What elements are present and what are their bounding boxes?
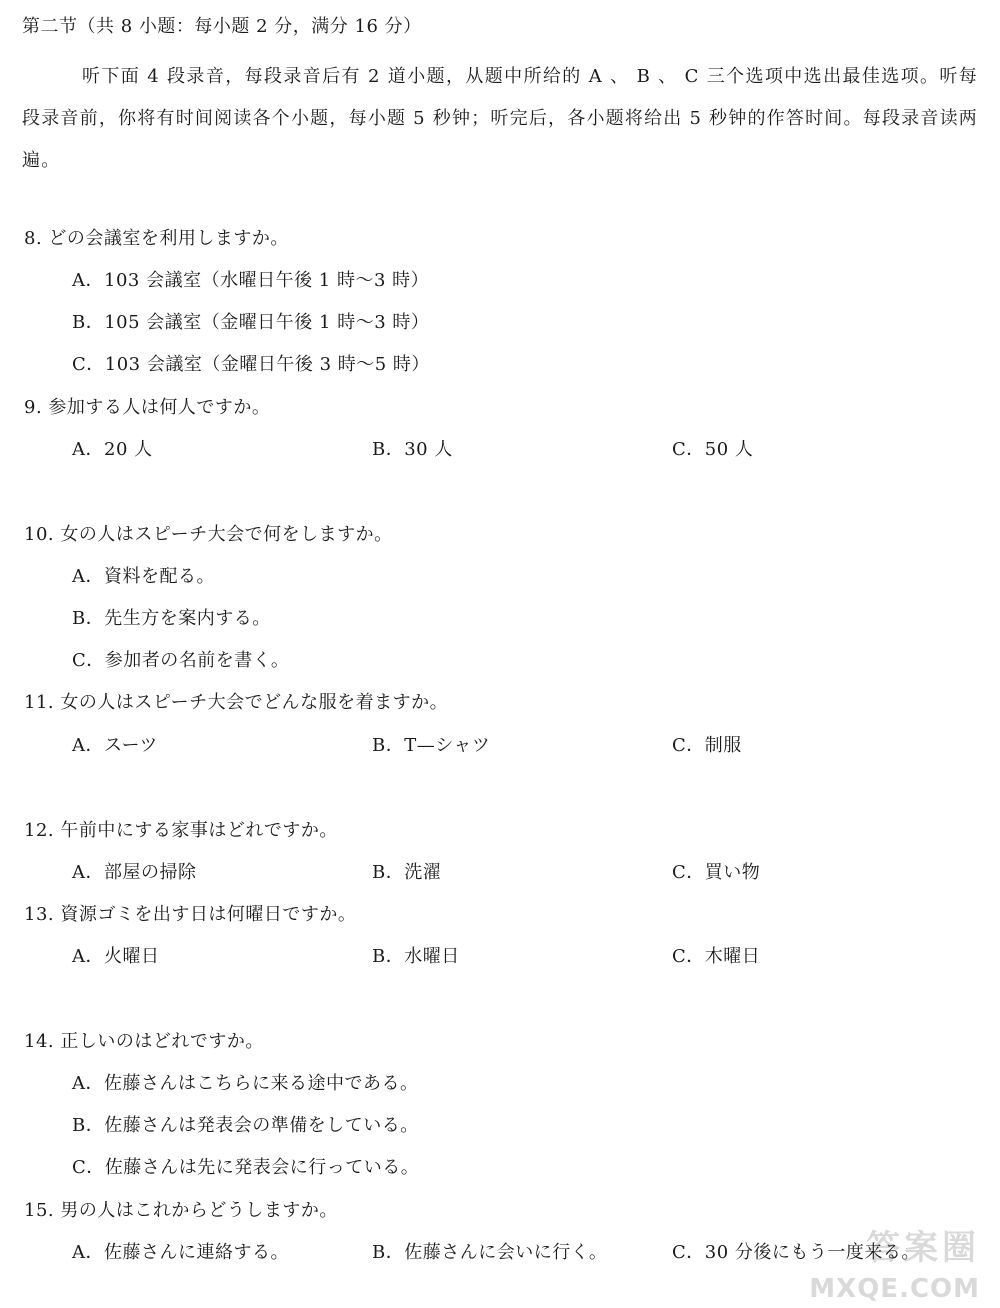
question-10-option-a: A．資料を配る。	[72, 566, 215, 587]
question-15-stem: 15. 男の人はこれからどうしますか。	[24, 1200, 338, 1221]
question-10-option-c: C．参加者の名前を書く。	[72, 650, 290, 671]
question-14-option-b: B．佐藤さんは発表会の準備をしている。	[72, 1115, 419, 1136]
question-14-stem: 14. 正しいのはどれですか。	[24, 1031, 264, 1052]
question-15-option-b: B．佐藤さんに会いに行く。	[372, 1242, 608, 1263]
question-9-option-a: A．20 人	[72, 439, 153, 460]
question-11-option-a: A．スーツ	[72, 735, 158, 756]
question-8-stem: 8. どの会議室を利用しますか。	[24, 228, 289, 249]
question-12-stem: 12. 午前中にする家事はどれですか。	[24, 820, 338, 841]
question-15-option-c: C．30 分後にもう一度来る。	[672, 1242, 920, 1263]
question-13-option-a: A．火曜日	[72, 946, 160, 967]
question-12-option-a: A．部屋の掃除	[72, 862, 197, 883]
question-11-stem: 11. 女の人はスピーチ大会でどんな服を着ますか。	[24, 692, 449, 713]
question-11-option-b: B．T—シャツ	[372, 735, 491, 756]
question-8-option-a: A．103 会議室（水曜日午後 1 時～3 時）	[72, 270, 430, 291]
question-13-option-b: B．水曜日	[372, 946, 460, 967]
question-15-option-a: A．佐藤さんに連絡する。	[72, 1242, 289, 1263]
question-10-option-b: B．先生方を案内する。	[72, 608, 271, 629]
watermark-url: MXQE.COM	[809, 1274, 980, 1304]
question-8-option-b: B．105 会議室（金曜日午後 1 時～3 時）	[72, 312, 430, 333]
watermark-title: 答案圈	[866, 1228, 980, 1268]
section-heading: 第二节（共 8 小题：每小题 2 分，满分 16 分）	[22, 16, 422, 37]
question-8-option-c: C．103 会議室（金曜日午後 3 時～5 時）	[72, 354, 430, 375]
question-10-stem: 10. 女の人はスピーチ大会で何をしますか。	[24, 524, 393, 545]
question-11-option-c: C．制服	[672, 735, 742, 756]
question-13-option-c: C．木曜日	[672, 946, 761, 967]
section-instructions: 听下面 4 段录音，每段录音后有 2 道小题，从题中所给的 A 、 B 、 C 三个选项中选出最佳选项。听每段录音前，你将有时间阅读各个小题，每小题 5 秒钟；听完后，各小题将给出 5 秒钟的作答时间。每段录音读两遍。	[22, 66, 978, 171]
question-9-stem: 9. 参加する人は何人ですか。	[24, 397, 271, 418]
question-9-option-c: C．50 人	[672, 439, 754, 460]
question-9-option-b: B．30 人	[372, 439, 453, 460]
question-12-option-c: C．買い物	[672, 862, 761, 883]
question-12-option-b: B．洗濯	[372, 862, 442, 883]
site-watermark	[796, 1220, 986, 1304]
question-14-option-c: C．佐藤さんは先に発表会に行っている。	[72, 1157, 420, 1178]
question-13-stem: 13. 資源ゴミを出す日は何曜日ですか。	[24, 904, 357, 925]
question-14-option-a: A．佐藤さんはこちらに来る途中である。	[72, 1073, 419, 1094]
